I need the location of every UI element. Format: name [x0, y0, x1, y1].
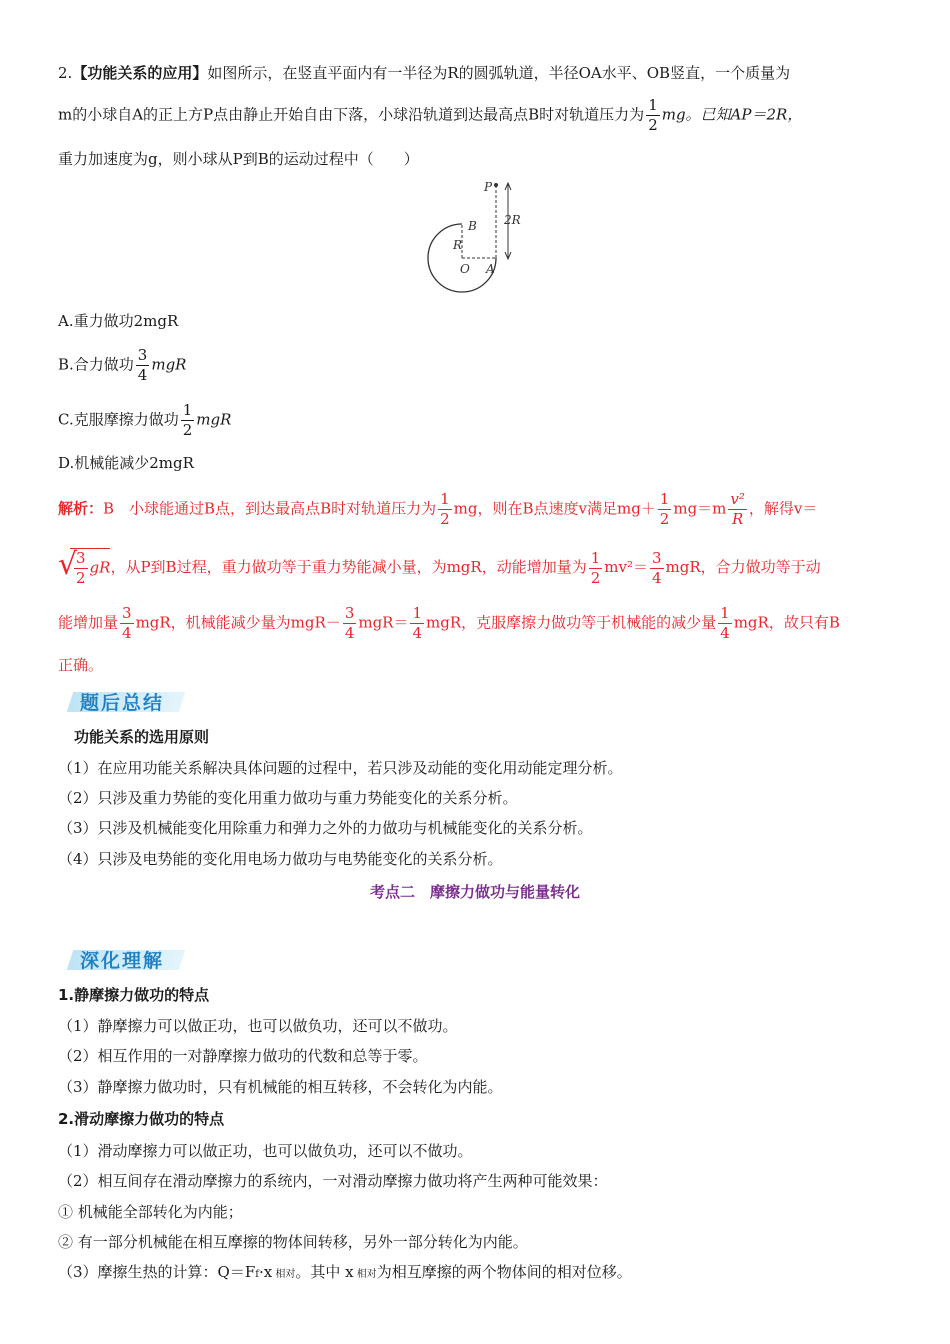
deep-item-2-5: [58, 1261, 632, 1286]
fraction-denominator: 2: [76, 569, 86, 587]
label-p: P: [484, 180, 493, 194]
solution-text: mgR＝: [358, 613, 409, 632]
fraction-numerator: 1: [590, 548, 601, 567]
fraction: [410, 604, 424, 643]
solution-text: B 小球能通过B点，到达最高点B时对轨道压力为: [103, 499, 437, 518]
question-text-2b: mg。已知AP＝2R，: [661, 105, 803, 124]
question-line-2: [58, 96, 802, 135]
question-line-1: [58, 62, 790, 84]
label-a: A: [486, 262, 495, 276]
deep-item-2-2: （2）相互间存在滑动摩擦力的系统内，一对滑动摩擦力做功将产生两种可能效果：: [58, 1172, 608, 1190]
deep-badge-text: 深化理解: [80, 950, 165, 972]
ball-p: [494, 183, 498, 187]
option-d-text: D.机械能减少2mgR: [58, 454, 194, 472]
deep-heading-1: 1.静摩擦力做功的特点: [58, 986, 210, 1004]
fraction: [343, 604, 357, 643]
deep-item-2-1: （1）滑动摩擦力可以做正功，也可以做负功，还可以不做功。: [58, 1142, 473, 1160]
fraction-numerator: 3: [344, 604, 355, 622]
fraction-denominator: R: [732, 510, 744, 528]
solution-text: 正确。: [58, 656, 104, 674]
friction-heat-text: 为相互摩擦的两个物体间的相对位移。: [376, 1263, 632, 1281]
option-c-suffix: mgR: [196, 410, 232, 429]
deep-item-1-3: （3）静摩擦力做功时，只有机械能的相互转移，不会转化为内能。: [58, 1078, 503, 1096]
summary-item-4: （4）只涉及电势能的变化用电场力做功与电势能变化的关系分析。: [58, 850, 503, 868]
fraction: [181, 401, 195, 440]
fraction-denominator: 4: [720, 624, 730, 642]
solution-text: mg，则在B点速度v满足mg＋: [453, 499, 656, 518]
fraction-denominator: 2: [659, 510, 670, 528]
fraction-numerator: 3: [651, 548, 662, 567]
fraction-denominator: 4: [137, 366, 148, 384]
radical-sign: √: [58, 547, 78, 582]
solution-text: ，从P到B过程，重力做功等于重力势能减小量，为mgR，动能增加量为: [110, 558, 587, 576]
option-b-text: B.合力做功: [58, 355, 134, 374]
track-diagram: [420, 176, 530, 301]
summary-item-3: （3）只涉及机械能变化用除重力和弹力之外的力做功与机械能变化的关系分析。: [58, 819, 593, 837]
question-number: 2.: [58, 64, 73, 82]
fraction-numerator: v²: [730, 490, 745, 508]
subscript: 相对: [272, 1269, 296, 1280]
fraction-denominator: 4: [651, 568, 662, 587]
fraction: [589, 549, 603, 588]
option-a: [58, 310, 178, 332]
solution-text: mgR，机械能减少量为mgR－: [135, 613, 341, 632]
question-text-2a: m的小球自A的正上方P点由静止开始自由下落，小球沿轨道到达最高点B时对轨道压力为: [58, 105, 645, 124]
friction-heat-text: ·x: [258, 1263, 273, 1281]
fraction-numerator: 1: [182, 401, 193, 419]
option-b-suffix: mgR: [151, 355, 187, 374]
solution-text: 能增加量: [58, 613, 119, 632]
fraction: [120, 604, 134, 643]
fraction: [658, 490, 672, 529]
fraction: [650, 549, 664, 588]
label-2r: 2R: [504, 213, 521, 227]
deep-badge: [62, 946, 186, 974]
friction-heat-text: 。其中 x: [295, 1263, 354, 1281]
summary-badge: [62, 688, 186, 716]
fraction: [136, 346, 150, 385]
label-r: R: [453, 238, 463, 252]
solution-text: ，解得v＝: [748, 499, 818, 518]
question-text-3: 重力加速度为g，则小球从P到B的运动过程中（ ）: [58, 150, 419, 168]
deep-item-2-4: ② 有一部分机械能在相互摩擦的物体间转移，另外一部分转化为内能。: [58, 1233, 528, 1251]
solution-line-4: [58, 654, 103, 676]
summary-item-2: （2）只涉及重力势能的变化用重力做功与重力势能变化的关系分析。: [58, 789, 518, 807]
fraction-numerator: 1: [659, 490, 670, 508]
fraction-denominator: 4: [122, 624, 132, 642]
fraction-numerator: 3: [122, 604, 132, 622]
solution-text: mgR，故只有B: [733, 613, 840, 632]
solution-label: 解析：: [58, 499, 104, 518]
fraction: [718, 604, 732, 643]
fraction-denominator: 2: [648, 116, 658, 134]
friction-heat-text: （3）摩擦生热的计算：Q＝F: [58, 1263, 256, 1281]
summary-item-1: （1）在应用功能关系解决具体问题的过程中，若只涉及动能的变化用动能定理分析。: [58, 759, 623, 777]
summary-badge-text: 题后总结: [80, 692, 165, 714]
fraction-denominator: 2: [590, 568, 601, 587]
fraction: [728, 490, 747, 529]
solution-text: mg＝m: [673, 499, 727, 518]
sqrt-expression: [58, 548, 110, 588]
label-o: O: [460, 262, 470, 276]
question-text-1: 如图所示，在竖直平面内有一半径为R的圆弧轨道，半径OA水平、OB竖直，一个质量为: [207, 64, 791, 82]
question-line-3: [58, 148, 419, 170]
solution-text: mgR，克服摩擦力做功等于机械能的减少量: [426, 613, 717, 632]
subscript: f: [255, 1269, 259, 1280]
deep-item-2-3: ① 机械能全部转化为内能；: [58, 1203, 243, 1221]
deep-item-1-2: （2）相互作用的一对静摩擦力做功的代数和总等于零。: [58, 1047, 428, 1065]
option-b: [58, 346, 186, 385]
radicand-tail: gR: [89, 558, 111, 577]
fraction-denominator: 4: [412, 624, 423, 642]
section-title: 考点二 摩擦力做功与能量转化: [369, 883, 580, 901]
solution-text: mv²＝: [604, 558, 648, 576]
option-c-text: C.克服摩擦力做功: [58, 410, 179, 429]
solution-line-1: [58, 490, 817, 529]
fraction-numerator: 3: [76, 549, 86, 567]
question-tag: 【功能关系的应用】: [72, 64, 208, 82]
option-a-text: A.重力做功2mgR: [58, 312, 179, 330]
fraction-denominator: 2: [440, 510, 450, 528]
fraction-numerator: 1: [440, 490, 450, 508]
fraction: [646, 96, 660, 135]
fraction-denominator: 4: [344, 624, 355, 642]
fraction-numerator: 1: [412, 604, 423, 622]
deep-item-1-1: （1）静摩擦力可以做正功，也可以做负功，还可以不做功。: [58, 1017, 458, 1035]
fraction-numerator: 3: [137, 346, 148, 364]
fraction-denominator: 2: [182, 421, 193, 439]
label-b: B: [468, 219, 477, 233]
summary-title: 功能关系的选用原则: [74, 728, 210, 746]
option-c: [58, 401, 231, 440]
subscript: 相对: [353, 1269, 377, 1280]
deep-heading-2: 2.滑动摩擦力做功的特点: [58, 1110, 225, 1128]
fraction-numerator: 1: [648, 96, 658, 114]
fraction-numerator: 1: [720, 604, 730, 622]
fraction: [438, 490, 452, 529]
solution-line-2: [58, 548, 821, 588]
solution-text: mgR，合力做功等于动: [665, 558, 821, 576]
solution-line-3: [58, 604, 840, 643]
option-d: [58, 452, 194, 474]
